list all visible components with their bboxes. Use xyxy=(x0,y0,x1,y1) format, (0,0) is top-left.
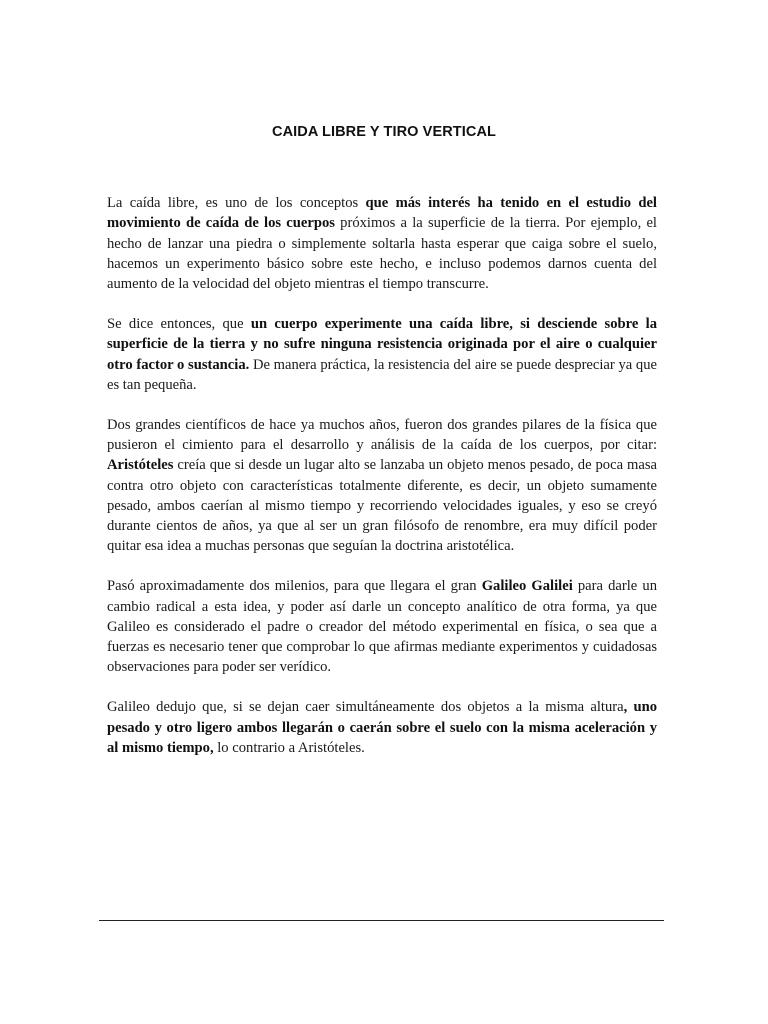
bold-phrase: que más interés ha tenido en el estudio del movimiento de caída de los cuerpos xyxy=(107,195,657,232)
paragraph-text: Pasó aproximadamente dos milenios, para que llegara el gran xyxy=(107,578,482,595)
document-body xyxy=(107,193,657,778)
paragraph-text: para darle un cambio radical a esta idea, y poder así darle un concepto analítico de otra forma, ya que Galileo es considerado el padre o creador del método experimental en física, o sea que a fuerzas es necesario tener que comprobar lo que afirmas mediante experimentos y cuidadosas observaciones para poder ser verídico. xyxy=(107,578,657,676)
paragraph-text: La caída libre, es uno de los conceptos xyxy=(107,195,366,211)
paragraph-aristoteles xyxy=(107,415,657,557)
paragraph-definition xyxy=(107,314,657,395)
bold-phrase: Aristóteles xyxy=(107,457,174,474)
paragraph-text: creía que si desde un lugar alto se lanzaba un objeto menos pesado, de poca masa contra otro objeto con características totalmente diferente, es decir, un objeto sumamente pesado, ambos caerían al mismo tiempo y recorriendo velocidades iguales, y eso se creyó durante cientos de años, ya que al ser un gran filósofo de renombre, era muy difícil poder quitar esa idea a muchas personas que seguían la doctrina aristotélica. xyxy=(107,457,657,555)
paragraph-text: próximos a la superficie de la tierra. Por ejemplo, el hecho de lanzar una piedra o simplemente soltarla hasta esperar que caiga sobre el suelo, hacemos un experimento básico sobre este hecho, e incluso podemos darnos cuenta del aumento de la velocidad del objeto mientras el tiempo transcurre. xyxy=(107,215,657,293)
paragraph-text: lo contrario a Aristóteles. xyxy=(213,739,365,756)
paragraph-text: Se dice entonces, que xyxy=(107,315,251,332)
bold-phrase: un cuerpo experimente una caída libre, si desciende sobre la superficie de la tierra y no sufre ninguna resistencia originada por el aire o cualquier otro factor o sustancia. xyxy=(107,315,657,373)
paragraph-text: Dos grandes científicos de hace ya muchos años, fueron dos grandes pilares de la física que pusieron el cimiento para el desarrollo y análisis de la caída de los cuerpos, por citar: xyxy=(107,416,657,453)
bold-phrase: Galileo Galilei xyxy=(481,578,573,595)
paragraph-conclusion xyxy=(107,697,657,758)
footer-divider xyxy=(99,920,664,921)
paragraph-galileo xyxy=(107,576,657,677)
bold-phrase: , uno pesado y otro ligero ambos llegarán o caerán sobre el suelo con la misma aceleración y al mismo tiempo, xyxy=(107,699,657,756)
document-title: CAIDA LIBRE Y TIRO VERTICAL xyxy=(272,124,496,140)
paragraph-intro xyxy=(107,193,657,294)
paragraph-text: De manera práctica, la resistencia del aire se puede despreciar ya que es tan pequeña. xyxy=(107,356,658,393)
paragraph-text: Galileo dedujo que, si se dejan caer simultáneamente dos objetos a la misma altura xyxy=(107,699,624,716)
